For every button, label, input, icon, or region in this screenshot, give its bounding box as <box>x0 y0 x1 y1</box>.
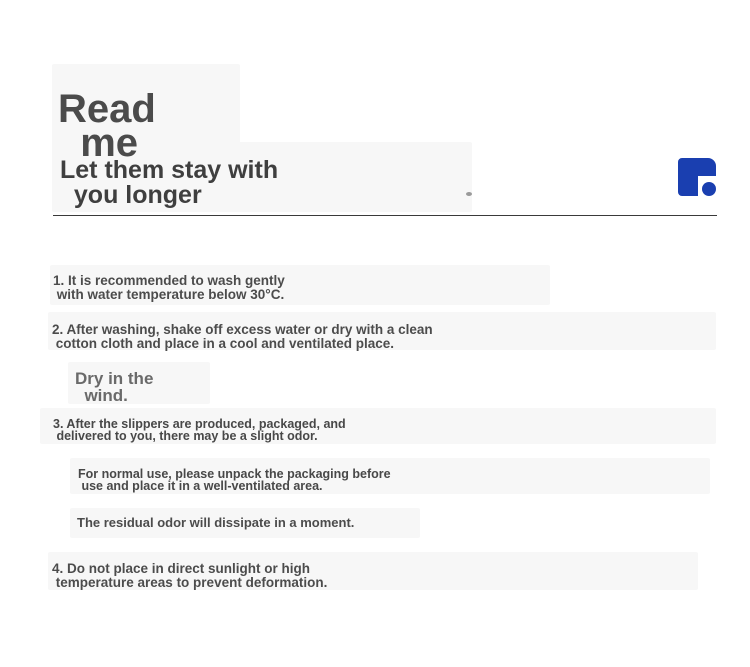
instruction-item-2: 2. After washing, shake off excess water or dry with a clean cotton cloth and place in a cool and ventilated place. <box>52 322 433 351</box>
note-dry-in-wind: Dry in the wind. <box>75 369 154 405</box>
decorative-dot <box>466 192 472 196</box>
page-title: Read me <box>58 87 156 165</box>
brand-logo-icon <box>678 158 716 196</box>
header-divider <box>53 215 717 216</box>
note-odor-dissipate: The residual odor will dissipate in a moment. <box>77 515 355 530</box>
instruction-item-1: 1. It is recommended to wash gently with water temperature below 30°C. <box>53 273 285 302</box>
page-subtitle: Let them stay with you longer <box>60 156 279 209</box>
instruction-item-4: 4. Do not place in direct sunlight or high temperature areas to prevent deformation. <box>52 561 328 590</box>
instruction-item-3: 3. After the slippers are produced, packaged, and delivered to you, there may be a slight odor. <box>53 417 346 443</box>
note-unpack: For normal use, please unpack the packaging before use and place it in a well-ventilated area. <box>78 467 391 493</box>
